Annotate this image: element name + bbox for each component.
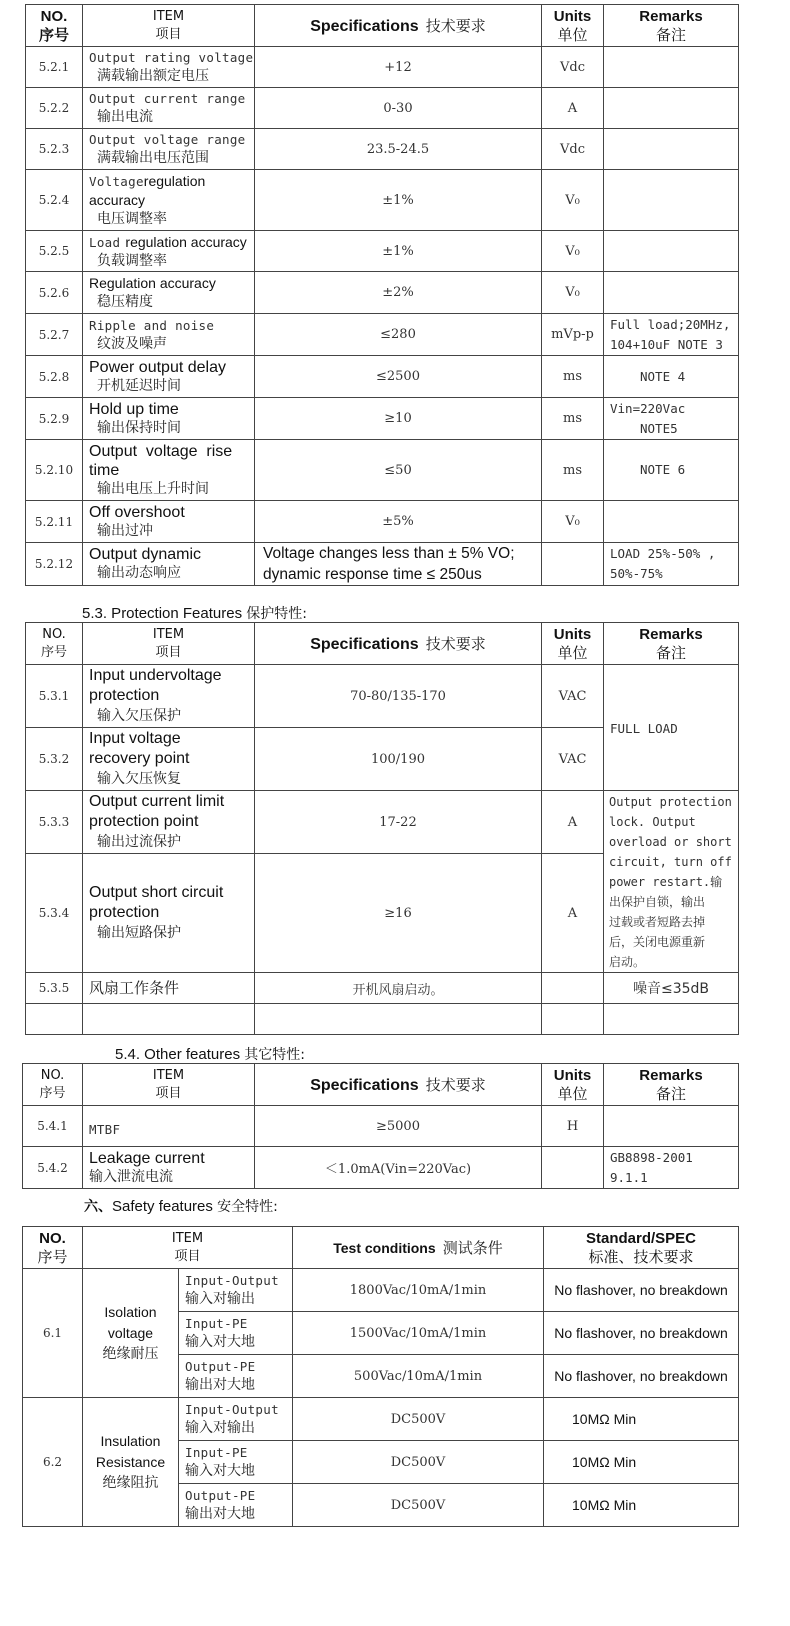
unit-value: mVp-p: [542, 314, 604, 356]
row-number: 5.4.2: [23, 1147, 83, 1189]
row-number: 5.2.1: [26, 47, 83, 88]
item-en: Voltage: [89, 174, 144, 189]
item-en: regulation accuracy: [125, 233, 247, 250]
item-cn: 满载输出电压范围: [97, 150, 209, 166]
no-header: NO.: [42, 626, 66, 642]
table-header: [26, 623, 739, 665]
spec-value: ≥16: [255, 854, 542, 973]
section-heading-5-3: 5.3. Protection Features 保护特性:: [82, 605, 307, 622]
table-row: [26, 440, 739, 501]
remark: [604, 501, 739, 543]
table-row: [26, 973, 739, 1004]
remarks-header: Remarks: [639, 8, 703, 25]
spec-value: ≥5000: [255, 1106, 542, 1147]
standard-value: No flashover, no breakdown: [544, 1269, 739, 1312]
item-header-cn: 项目: [155, 26, 182, 42]
item-cn: 输出短路保护: [97, 925, 181, 941]
unit-value: Vdc: [542, 129, 604, 170]
remark: 噪音≤35dB: [604, 973, 739, 1004]
unit-value: ms: [542, 398, 604, 440]
item-en: Output-PE: [185, 1359, 256, 1374]
row-number: 5.2.4: [26, 170, 83, 231]
table-row: [26, 356, 739, 398]
unit-value: V₀: [542, 170, 604, 231]
group-label: Insulation Resistance 绝缘阻抗: [83, 1398, 179, 1527]
spec-header-cn: 技术要求: [425, 1076, 486, 1094]
item-en: Output current range: [89, 91, 246, 106]
unit-value: V₀: [542, 272, 604, 314]
item-en: Leakage current: [89, 1149, 205, 1167]
item-en: protection: [89, 687, 160, 704]
row-number: 6.2: [23, 1398, 83, 1527]
item-cn: 输入对大地: [185, 1463, 255, 1479]
spec-value: ≤2500: [255, 356, 542, 398]
standard-value: 10MΩ Min: [544, 1484, 739, 1527]
remark: NOTE 6: [604, 440, 739, 501]
item-en: Input-Output: [185, 1402, 279, 1417]
spec-value: 70-80/135-170: [255, 665, 542, 728]
test-condition: 1500Vac/10mA/1min: [293, 1312, 544, 1355]
item-cn: 输出过冲: [97, 522, 153, 539]
spec-value: ±2%: [255, 272, 542, 314]
remark: 9.1.1: [610, 1169, 648, 1185]
item-header-cn: 项目: [155, 1085, 182, 1101]
spec-value: ±5%: [255, 501, 542, 543]
standard-value: 10MΩ Min: [544, 1398, 739, 1441]
unit-value: A: [542, 791, 604, 854]
row-number: 5.3.1: [26, 665, 83, 728]
table-row: [26, 88, 739, 129]
units-header-cn: 单位: [557, 26, 588, 44]
remarks-header: Remarks: [639, 1067, 703, 1084]
item-en: Ripple and noise: [89, 317, 215, 333]
row-number: 5.3.3: [26, 791, 83, 854]
item-cn: 输出动态响应: [97, 565, 181, 581]
table-5-2: [25, 4, 739, 586]
unit-value: VAC: [542, 728, 604, 791]
item-en: accuracy: [89, 192, 146, 208]
standard-value: 10MΩ Min: [544, 1441, 739, 1484]
item-cn: 电压调整率: [97, 211, 167, 227]
remarks-header-cn: 备注: [655, 1085, 686, 1103]
item-en: Power output delay: [89, 358, 226, 376]
item-cn: 满载输出额定电压: [97, 68, 209, 84]
no-header-cn: 序号: [39, 1085, 66, 1101]
spec-header: Specifications: [310, 636, 419, 653]
table-header: [23, 1064, 739, 1106]
remark: [604, 129, 739, 170]
spec-header: Specifications: [310, 18, 419, 35]
units-header-cn: 单位: [557, 644, 588, 662]
item-en: recovery point: [89, 750, 190, 767]
remark: Output protection lock. Output overload or short circuit, turn off power restart.输 出保护自锁，输出 过载或者短路去掉 后，关闭电源重新 启动。: [604, 791, 739, 973]
table-row: [26, 501, 739, 543]
row-number: 5.2.10: [26, 440, 83, 501]
spec-value: 23.5-24.5: [255, 129, 542, 170]
item-cn: 纹波及噪声: [97, 335, 167, 352]
spec-value: ±1%: [255, 170, 542, 231]
spec-value: ＜1.0mA(Vin=220Vac): [255, 1147, 542, 1189]
row-number: 5.3.4: [26, 854, 83, 973]
item-cn: 输入对输出: [185, 1291, 255, 1307]
item-cn: 输出对大地: [185, 1506, 255, 1522]
item-cn: 输入欠压恢复: [97, 771, 181, 787]
remark: NOTE 4: [604, 356, 739, 398]
table-row: [26, 231, 739, 272]
spec-value: ±1%: [255, 231, 542, 272]
spec-value: ≤50: [255, 440, 542, 501]
item-cn: 输出电流: [97, 109, 153, 125]
table-row: [23, 1147, 739, 1189]
unit-value: V₀: [542, 501, 604, 543]
spec-value: +12: [255, 47, 542, 88]
row-number: 5.2.6: [26, 272, 83, 314]
unit-value: [542, 1147, 604, 1189]
item-en: Input undervoltage: [89, 667, 222, 684]
item-en: Input voltage: [89, 730, 181, 747]
item-cn: 输入泄流电流: [89, 1168, 173, 1185]
unit-value: ms: [542, 356, 604, 398]
standard-value: No flashover, no breakdown: [544, 1355, 739, 1398]
item-header-cn: 项目: [155, 644, 182, 660]
row-number: 6.1: [23, 1269, 83, 1398]
spec-value: 开机风扇启动。: [255, 973, 542, 1004]
remark: NOTE5: [640, 420, 678, 436]
section-heading-5-4: 5.4. Other features 其它特性:: [115, 1046, 305, 1063]
spec-header-cn: 技术要求: [425, 17, 486, 35]
test-condition: DC500V: [293, 1484, 544, 1527]
unit-value: VAC: [542, 665, 604, 728]
item-cn: 输入欠压保护: [97, 708, 181, 724]
remark: [604, 231, 739, 272]
table-row: [26, 791, 739, 854]
remark: Vin=220Vac: [610, 400, 686, 416]
table-header: [23, 1227, 739, 1269]
table-row: [26, 543, 739, 586]
spec-value: ≥10: [255, 398, 542, 440]
remark: GB8898-2001: [610, 1149, 693, 1165]
row-number: 5.4.1: [23, 1106, 83, 1147]
spec-value: ≤280: [255, 314, 542, 356]
remark: [604, 1106, 739, 1147]
remarks-header-cn: 备注: [655, 644, 686, 662]
table-6: [22, 1226, 739, 1527]
row-number: 5.2.12: [26, 543, 83, 586]
test-condition: 1800Vac/10mA/1min: [293, 1269, 544, 1312]
test-condition: DC500V: [293, 1398, 544, 1441]
item-en: Input-PE: [185, 1445, 248, 1460]
item-en: Output short circuit: [89, 884, 224, 901]
item-cn: 输入对输出: [185, 1420, 255, 1436]
spec-value: 0-30: [255, 88, 542, 129]
table-header: [26, 5, 739, 47]
no-header-cn: 序号: [38, 26, 69, 44]
table-row: [26, 314, 739, 356]
table-row: [26, 1004, 739, 1035]
item-cn: 风扇工作条件: [89, 978, 180, 997]
spec-value: dynamic response time ≤ 250us: [263, 566, 482, 583]
section-heading-6: 六、Safety features 安全特性:: [84, 1198, 278, 1215]
units-header: Units: [553, 626, 592, 643]
table-5-4: [22, 1063, 739, 1189]
row-number: 5.2.8: [26, 356, 83, 398]
item-en: Output voltage range: [89, 132, 246, 147]
item-header: ITEM: [171, 1230, 204, 1246]
item-en: Regulation accuracy: [89, 274, 216, 291]
unit-value: A: [542, 854, 604, 973]
table-row: [26, 170, 739, 231]
unit-value: V₀: [542, 231, 604, 272]
unit-value: A: [542, 88, 604, 129]
unit-value: H: [542, 1106, 604, 1147]
table-row: [23, 1398, 739, 1441]
row-number: 5.2.11: [26, 501, 83, 543]
item-en: Hold up time: [89, 400, 179, 418]
spec-value: 100/190: [255, 728, 542, 791]
item-cn: 输出保持时间: [97, 419, 181, 436]
remark: [604, 272, 739, 314]
item-en: regulation: [143, 173, 206, 189]
no-header: NO.: [40, 7, 68, 25]
test-conditions-header-cn: 测试条件: [442, 1239, 503, 1257]
spec-value: Voltage changes less than ± 5% VO;: [263, 545, 515, 562]
item-cn: 负载调整率: [97, 252, 167, 269]
table-row: [26, 47, 739, 88]
item-en: Output-PE: [185, 1488, 256, 1503]
units-header: Units: [553, 1067, 592, 1084]
remark: 50%-75%: [610, 566, 663, 581]
row-number: 5.2.3: [26, 129, 83, 170]
no-header-cn: 序号: [37, 1248, 68, 1266]
remarks-header-cn: 备注: [655, 26, 686, 44]
remark: [604, 170, 739, 231]
units-header: Units: [553, 8, 592, 25]
no-header-cn: 序号: [40, 644, 67, 660]
remark: [604, 88, 739, 129]
remark: LOAD 25%-50% ,: [610, 546, 716, 561]
item-en: time: [89, 461, 120, 479]
item-header: ITEM: [152, 8, 185, 24]
item-cn: 输出对大地: [185, 1377, 255, 1393]
item-en: Output voltage rise: [89, 442, 233, 460]
remark: FULL LOAD: [604, 665, 739, 791]
table-row: [26, 398, 739, 440]
standard-value: No flashover, no breakdown: [544, 1312, 739, 1355]
table-row: [23, 1269, 739, 1312]
unit-value: [542, 543, 604, 586]
item-en: Input-Output: [185, 1273, 279, 1288]
row-number: 5.2.7: [26, 314, 83, 356]
item-en: Load: [89, 234, 121, 250]
item-header: ITEM: [152, 626, 185, 642]
item-en: Off overshoot: [89, 503, 185, 521]
test-condition: 500Vac/10mA/1min: [293, 1355, 544, 1398]
item-en: Output current limit: [89, 793, 225, 810]
no-header: NO.: [39, 1230, 66, 1247]
remark: Full load;20MHz,: [610, 316, 731, 332]
item-en: MTBF: [89, 1121, 121, 1137]
row-number: 5.3.5: [26, 973, 83, 1004]
item-cn: 输出电压上升时间: [97, 480, 209, 497]
row-number: 5.2.9: [26, 398, 83, 440]
table-5-3: [25, 622, 739, 1035]
spec-header: Specifications: [310, 1077, 419, 1094]
item-header-cn: 项目: [174, 1248, 201, 1264]
table-row: [26, 129, 739, 170]
test-condition: DC500V: [293, 1441, 544, 1484]
item-cn: 输出过流保护: [97, 834, 181, 850]
item-en: Input-PE: [185, 1316, 248, 1331]
standard-header-cn: 标准、技术要求: [588, 1248, 694, 1266]
item-en: Output dynamic: [89, 546, 202, 563]
row-number: 5.2.2: [26, 88, 83, 129]
unit-value: ms: [542, 440, 604, 501]
remark: [604, 47, 739, 88]
item-en: protection point: [89, 813, 199, 830]
row-number: 5.2.5: [26, 231, 83, 272]
units-header-cn: 单位: [557, 1085, 588, 1103]
item-en: protection: [89, 904, 160, 921]
item-header: ITEM: [152, 1067, 185, 1083]
spec-value: 17-22: [255, 791, 542, 854]
remarks-header: Remarks: [639, 626, 703, 643]
no-header: NO.: [40, 1067, 65, 1083]
remark: 104+10uF NOTE 3: [610, 336, 723, 352]
item-en: Output rating voltage: [89, 50, 254, 65]
table-row: [26, 272, 739, 314]
standard-header: Standard/SPEC: [585, 1230, 697, 1247]
item-cn: 开机延迟时间: [97, 377, 181, 394]
table-row: [23, 1106, 739, 1147]
spec-header-cn: 技术要求: [425, 635, 486, 653]
item-cn: 输入对大地: [185, 1334, 255, 1350]
unit-value: Vdc: [542, 47, 604, 88]
test-conditions-header: Test conditions: [333, 1240, 436, 1256]
group-label: Isolation voltage 绝缘耐压: [83, 1269, 179, 1398]
table-row: [26, 665, 739, 728]
row-number: 5.3.2: [26, 728, 83, 791]
item-cn: 稳压精度: [97, 293, 153, 310]
